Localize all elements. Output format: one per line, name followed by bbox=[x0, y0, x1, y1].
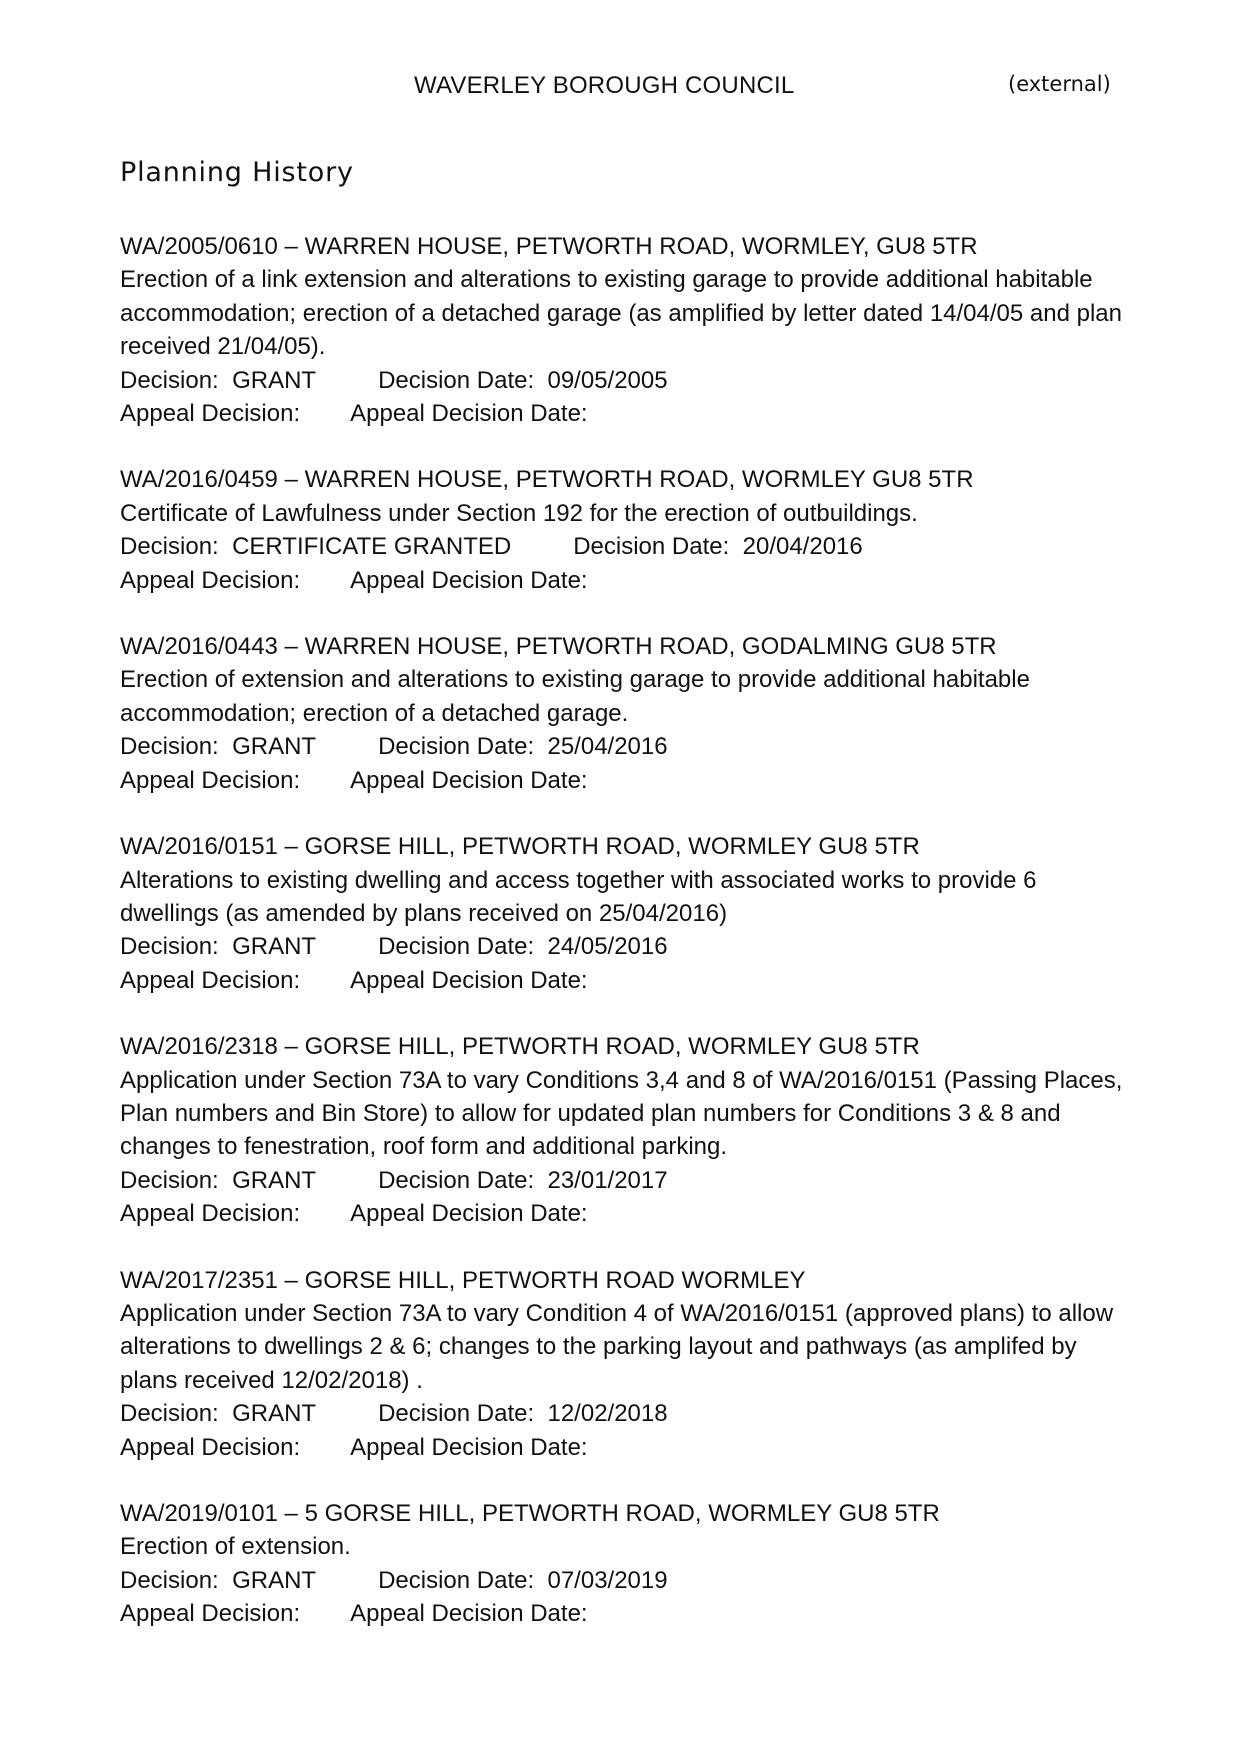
entry-heading: WA/2016/0443 – WARREN HOUSE, PETWORTH ROAD, GODALMING GU8 5TR bbox=[120, 633, 997, 661]
appeal-row bbox=[120, 1597, 1140, 1630]
decision-value: CERTIFICATE GRANTED bbox=[232, 533, 512, 561]
appeal-decision-label: Appeal Decision: bbox=[120, 966, 301, 994]
decision-label: Decision: bbox=[120, 933, 219, 961]
planning-entry bbox=[120, 230, 1140, 430]
decision-date-label: Decision Date: bbox=[378, 733, 535, 761]
decision-value: GRANT bbox=[232, 366, 317, 394]
entry-description: Erection of extension and alterations to existing garage to provide additional habitable accommodation; erection of a detached garage. bbox=[120, 666, 1030, 727]
decision-date-label: Decision Date: bbox=[378, 366, 535, 394]
decision-label: Decision: bbox=[120, 1166, 219, 1194]
entry-heading: WA/2017/2351 – GORSE HILL, PETWORTH ROAD WORMLEY bbox=[120, 1266, 806, 1294]
entry-description: Alterations to existing dwelling and access together with associated works to provide 6 dwellings (as amended by plans received on 25/04/2016) bbox=[120, 866, 1037, 927]
planning-entry bbox=[120, 830, 1140, 997]
decision-label: Decision: bbox=[120, 733, 219, 761]
decision-value: GRANT bbox=[232, 1400, 317, 1428]
entry-description: Erection of extension. bbox=[120, 1533, 351, 1561]
decision-row bbox=[120, 1564, 1140, 1597]
appeal-row bbox=[120, 1197, 1140, 1230]
decision-label: Decision: bbox=[120, 1566, 219, 1594]
planning-entry bbox=[120, 630, 1140, 797]
appeal-decision-date-label: Appeal Decision Date: bbox=[350, 1200, 588, 1228]
decision-row bbox=[120, 1397, 1140, 1430]
planning-entry bbox=[120, 1497, 1140, 1631]
decision-date-label: Decision Date: bbox=[573, 533, 730, 561]
appeal-row bbox=[120, 964, 1140, 997]
appeal-decision-label: Appeal Decision: bbox=[120, 400, 301, 428]
entry-heading: WA/2016/0151 – GORSE HILL, PETWORTH ROAD, WORMLEY GU8 5TR bbox=[120, 833, 920, 861]
appeal-row bbox=[120, 564, 1140, 597]
appeal-row bbox=[120, 1431, 1140, 1464]
external-tag: (external) bbox=[1008, 72, 1111, 96]
appeal-row bbox=[120, 397, 1140, 430]
entry-heading: WA/2016/2318 – GORSE HILL, PETWORTH ROAD, WORMLEY GU8 5TR bbox=[120, 1033, 920, 1061]
decision-date-value: 20/04/2016 bbox=[742, 533, 863, 561]
appeal-decision-date-label: Appeal Decision Date: bbox=[350, 966, 588, 994]
page-title: Planning History bbox=[120, 157, 354, 188]
decision-date-label: Decision Date: bbox=[378, 1566, 535, 1594]
entry-heading: WA/2019/0101 – 5 GORSE HILL, PETWORTH ROAD, WORMLEY GU8 5TR bbox=[120, 1500, 940, 1527]
appeal-decision-date-label: Appeal Decision Date: bbox=[350, 1433, 588, 1461]
appeal-decision-label: Appeal Decision: bbox=[120, 566, 301, 594]
appeal-row bbox=[120, 764, 1140, 797]
decision-date-label: Decision Date: bbox=[378, 933, 535, 961]
decision-date-value: 07/03/2019 bbox=[547, 1566, 668, 1594]
council-name: WAVERLEY BOROUGH COUNCIL bbox=[414, 72, 795, 99]
entry-description: Erection of a link extension and alterations to existing garage to provide additional habitable accommodation; erection of a detached garage (as amplified by letter dated 14/04/05 and plan received 21/04/05). bbox=[120, 266, 1122, 361]
decision-date-value: 24/05/2016 bbox=[547, 933, 668, 961]
planning-entry bbox=[120, 463, 1140, 597]
appeal-decision-date-label: Appeal Decision Date: bbox=[350, 1600, 588, 1628]
appeal-decision-label: Appeal Decision: bbox=[120, 1433, 301, 1461]
decision-value: GRANT bbox=[232, 933, 317, 961]
planning-entry bbox=[120, 1264, 1140, 1464]
decision-date-value: 23/01/2017 bbox=[547, 1166, 668, 1194]
decision-row bbox=[120, 730, 1140, 763]
decision-date-label: Decision Date: bbox=[378, 1166, 535, 1194]
decision-row bbox=[120, 930, 1140, 963]
decision-date-value: 12/02/2018 bbox=[547, 1400, 668, 1428]
planning-entry bbox=[120, 1030, 1140, 1230]
decision-value: GRANT bbox=[232, 733, 317, 761]
entry-description: Application under Section 73A to vary Condition 4 of WA/2016/0151 (approved plans) to allow alterations to dwellings 2 & 6; changes to the parking layout and pathways (as amplifed by plans received 12/02/2018) . bbox=[120, 1299, 1114, 1394]
decision-row bbox=[120, 364, 1140, 397]
entry-description: Certificate of Lawfulness under Section 192 for the erection of outbuildings. bbox=[120, 499, 918, 527]
decision-date-label: Decision Date: bbox=[378, 1400, 535, 1428]
appeal-decision-date-label: Appeal Decision Date: bbox=[350, 566, 588, 594]
entry-heading: WA/2005/0610 – WARREN HOUSE, PETWORTH ROAD, WORMLEY, GU8 5TR bbox=[120, 233, 978, 260]
entry-heading: WA/2016/0459 – WARREN HOUSE, PETWORTH ROAD, WORMLEY GU8 5TR bbox=[120, 466, 974, 494]
decision-value: GRANT bbox=[232, 1166, 317, 1194]
decision-value: GRANT bbox=[232, 1566, 317, 1594]
decision-date-value: 09/05/2005 bbox=[547, 366, 668, 394]
planning-history-list bbox=[120, 230, 1140, 1664]
decision-label: Decision: bbox=[120, 366, 219, 394]
decision-date-value: 25/04/2016 bbox=[547, 733, 668, 761]
decision-row bbox=[120, 530, 1140, 563]
decision-label: Decision: bbox=[120, 1400, 219, 1428]
appeal-decision-label: Appeal Decision: bbox=[120, 766, 301, 794]
appeal-decision-label: Appeal Decision: bbox=[120, 1600, 301, 1628]
decision-row bbox=[120, 1164, 1140, 1197]
appeal-decision-date-label: Appeal Decision Date: bbox=[350, 766, 588, 794]
entry-description: Application under Section 73A to vary Conditions 3,4 and 8 of WA/2016/0151 (Passing Places, Plan numbers and Bin Store) to allow for updated plan numbers for Conditions 3 & 8 and changes to fenestration, roof form and additional parking. bbox=[120, 1066, 1123, 1161]
appeal-decision-label: Appeal Decision: bbox=[120, 1200, 301, 1228]
appeal-decision-date-label: Appeal Decision Date: bbox=[350, 400, 588, 428]
decision-label: Decision: bbox=[120, 533, 219, 561]
